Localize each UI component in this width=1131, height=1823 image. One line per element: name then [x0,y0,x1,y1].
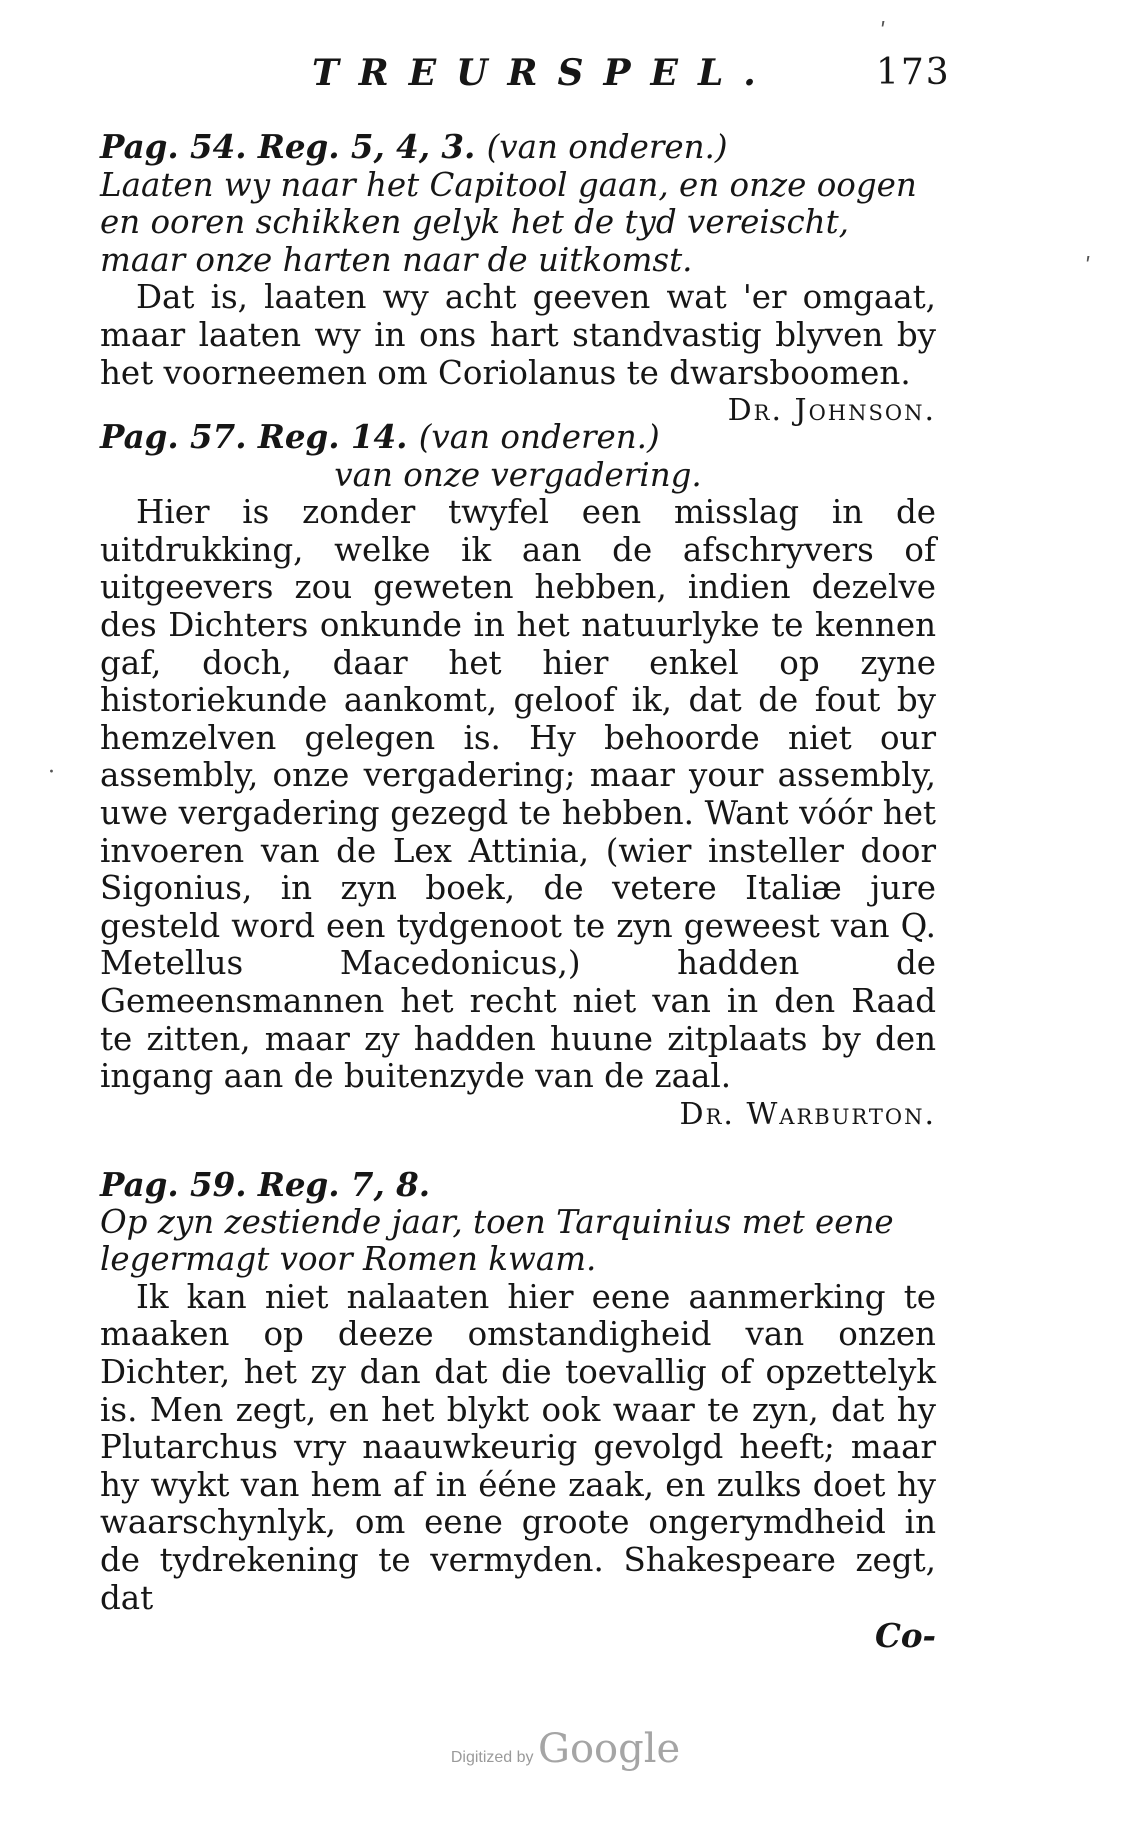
note-section-1 [100,128,936,430]
commentary-paragraph: Ik kan niet nalaaten hier eene aanmerking te maaken op deeze omstandigheid van onzen Dichter, het zy dan dat die toevallig of opzettelyk is. Men zegt, en het blykt ook waar te zyn, dat hy Plutarchus vry naauwkeurig gevolgd heeft; maar hy wykt van hem af in ééne zaak, en zulks doet hy waarschynlyk, om eene groote ongerymdheid in de tydrekening te vermyden. Shakespeare zegt, dat [100,1277,936,1617]
google-logo: Google [537,1726,681,1772]
note-section-2 [100,418,936,1133]
quoted-line: Laaten wy naar het Capitool gaan, en onze oogen en ooren schikken gelyk het de tyd vereischt, maar onze harten naar de uitkomst. [100,165,917,279]
author-signature: Dr. Johnson. [727,393,936,429]
page-reference: Pag. 57. Reg. 14. (van onderen.) [100,417,660,456]
digitization-watermark: Digitized by Google [450,1726,681,1772]
catchword: Co- [874,1616,936,1656]
page-reference: Pag. 59. Reg. 7, 8. [100,1165,431,1204]
quoted-line: Op zyn zestiende jaar, toen Tarquinius met eene legermagt voor Romen kwam. [100,1202,894,1279]
ink-speck: · [48,760,55,785]
commentary-paragraph: Dat is, laaten wy acht geeven wat 'er omgaat, maar laaten wy in ons hart standvastig blyven by het voorneemen om Coriolanus te dwarsboomen. [100,278,936,392]
quoted-line: van onze vergadering. [334,455,702,494]
ink-speck: ʹ [880,20,887,45]
commentary-paragraph: Hier is zonder twyfel een misslag in de uitdrukking, welke ik aan de afschryvers of uitgeevers zou geweten hebben, indien dezelve des Dichters onkunde in het natuurlyke te kennen gaf, doch, daar het hier enkel op zyne historiekunde aankomt, geloof ik, dat de fout by hemzelven gelegen is. Hy behoorde niet our assembly, onze vergadering; maar your assembly, uwe vergadering gezegd te hebben. Want vóór het invoeren van de Lex Attinia, (wier insteller door Sigonius, in zyn boek, de vetere Italiæ jure gesteld word een tydgenoot te zyn geweest van Q. Metellus Macedonicus,) hadden de Gemeensmannen het recht niet van in den Raad te zitten, maar zy hadden huune zitplaats by den ingang aan de buitenzyde van de zaal. [100,493,936,1096]
page-reference: Pag. 54. Reg. 5, 4, 3. (van onderen.) [100,127,728,166]
running-head: TREURSPEL. [312,52,776,94]
page-number: 173 [876,52,951,93]
note-section-3 [100,1166,936,1655]
ink-speck: ʹ [1085,255,1092,280]
author-signature: Dr. Warburton. [679,1096,936,1132]
